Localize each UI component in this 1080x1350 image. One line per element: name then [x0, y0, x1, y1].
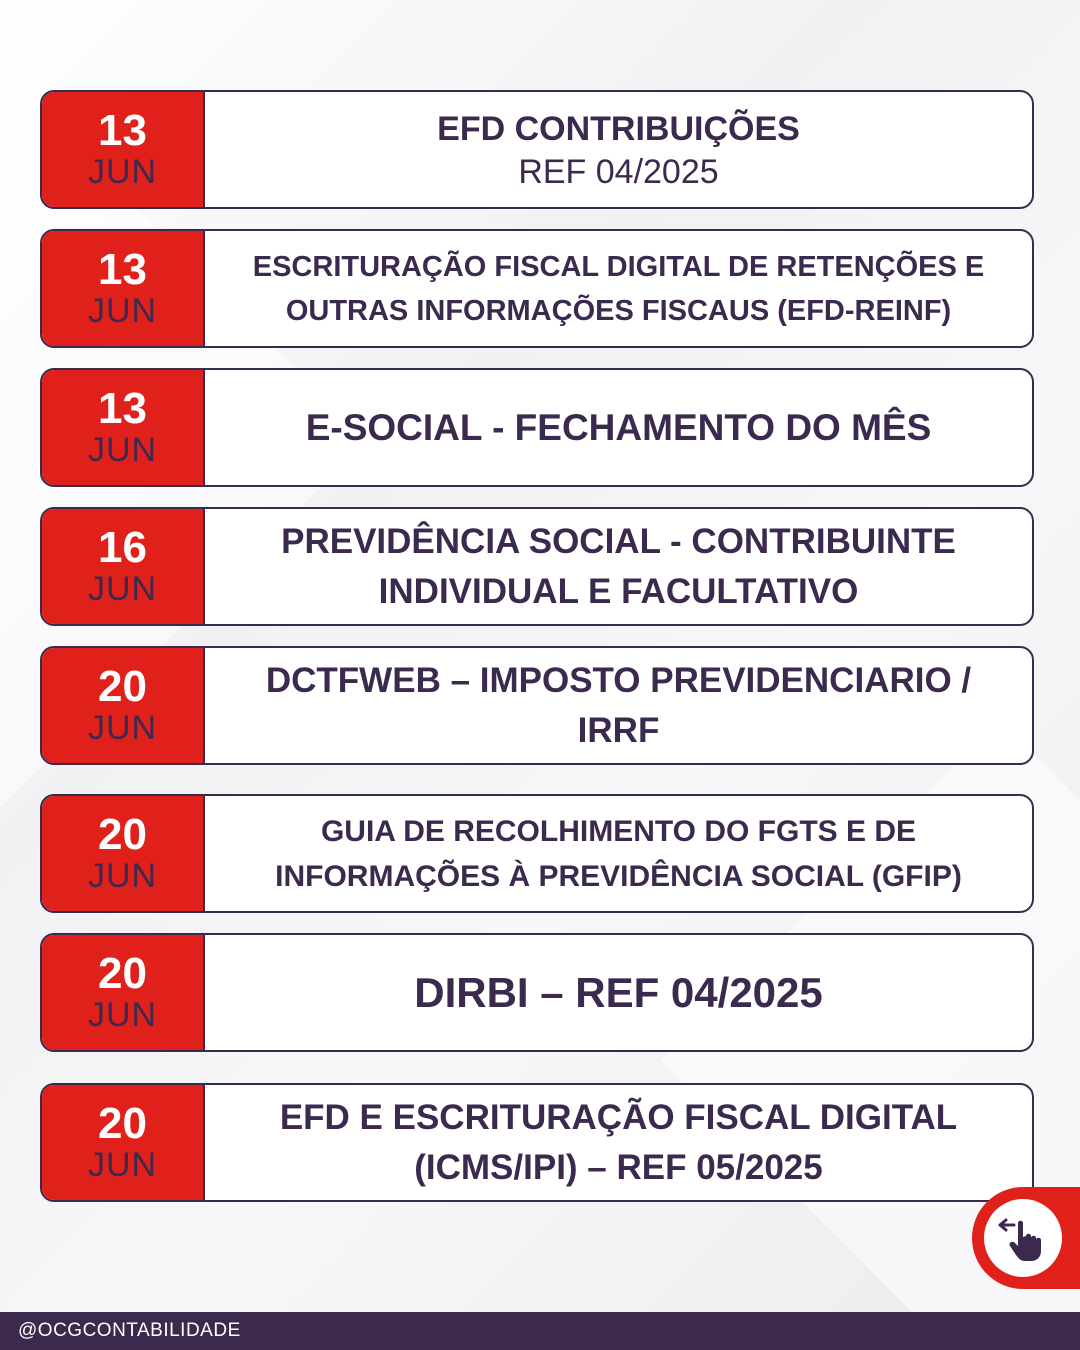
date-month: JUN — [87, 152, 158, 191]
swipe-hand-icon — [996, 1211, 1050, 1265]
date-day: 13 — [98, 383, 147, 433]
deadline-content — [205, 935, 1032, 1050]
swipe-circle — [984, 1199, 1062, 1277]
deadline-title-line: OUTRAS INFORMAÇÕES FISCAUS (EFD-REINF) — [285, 294, 952, 327]
deadline-title-line: (ICMS/IPI) – REF 05/2025 — [414, 1147, 823, 1187]
date-day: 20 — [98, 1098, 147, 1148]
date-badge — [42, 935, 205, 1050]
deadline-title-line: IRRF — [577, 710, 660, 750]
date-month: JUN — [87, 1145, 158, 1184]
date-day: 20 — [98, 661, 147, 711]
deadline-content — [205, 796, 1032, 911]
date-month: JUN — [87, 569, 158, 608]
date-badge — [42, 648, 205, 763]
date-month: JUN — [87, 995, 158, 1034]
deadline-card — [40, 507, 1034, 626]
date-badge — [42, 370, 205, 485]
deadline-title: EFD CONTRIBUIÇÕES — [437, 109, 800, 148]
deadline-title-line: PREVIDÊNCIA SOCIAL - CONTRIBUINTE — [281, 521, 956, 561]
deadline-title: DIRBI – REF 04/2025 — [414, 968, 823, 1016]
deadline-title-line: DCTFWEB – IMPOSTO PREVIDENCIARIO / — [265, 660, 972, 700]
deadline-card — [40, 90, 1034, 209]
date-day: 20 — [98, 948, 147, 998]
deadline-content — [205, 92, 1032, 207]
deadline-title-line: INDIVIDUAL E FACULTATIVO — [378, 571, 859, 611]
date-month: JUN — [87, 708, 158, 747]
date-day: 16 — [98, 522, 147, 572]
deadline-title-line: GUIA DE RECOLHIMENTO DO FGTS E DE — [320, 814, 917, 848]
deadline-content — [205, 648, 1032, 763]
deadline-card — [40, 794, 1034, 913]
date-badge — [42, 509, 205, 624]
deadline-title-line: INFORMAÇÕES À PREVIDÊNCIA SOCIAL (GFIP) — [275, 859, 962, 893]
date-badge — [42, 796, 205, 911]
deadline-content — [205, 370, 1032, 485]
deadline-title: E-SOCIAL - FECHAMENTO DO MÊS — [305, 406, 932, 448]
deadline-content — [205, 231, 1032, 346]
date-month: JUN — [87, 430, 158, 469]
footer-bar — [0, 1312, 1080, 1350]
date-day: 20 — [98, 809, 147, 859]
swipe-button[interactable] — [972, 1187, 1080, 1289]
deadline-title-line: ESCRITURAÇÃO FISCAL DIGITAL DE RETENÇÕES E — [252, 250, 985, 283]
deadline-card — [40, 933, 1034, 1052]
deadline-content — [205, 1085, 1032, 1200]
deadline-content — [205, 509, 1032, 624]
deadline-subtitle: REF 04/2025 — [518, 152, 719, 191]
date-badge — [42, 92, 205, 207]
date-badge — [42, 231, 205, 346]
deadline-card — [40, 646, 1034, 765]
deadline-title-line: EFD E ESCRITURAÇÃO FISCAL DIGITAL — [279, 1097, 958, 1137]
date-day: 13 — [98, 105, 147, 155]
deadline-card — [40, 368, 1034, 487]
deadline-card — [40, 1083, 1034, 1202]
date-day: 13 — [98, 244, 147, 294]
date-month: JUN — [87, 856, 158, 895]
date-badge — [42, 1085, 205, 1200]
social-handle[interactable]: @OCGCONTABILIDADE — [18, 1320, 241, 1341]
deadline-card — [40, 229, 1034, 348]
date-month: JUN — [87, 291, 158, 330]
